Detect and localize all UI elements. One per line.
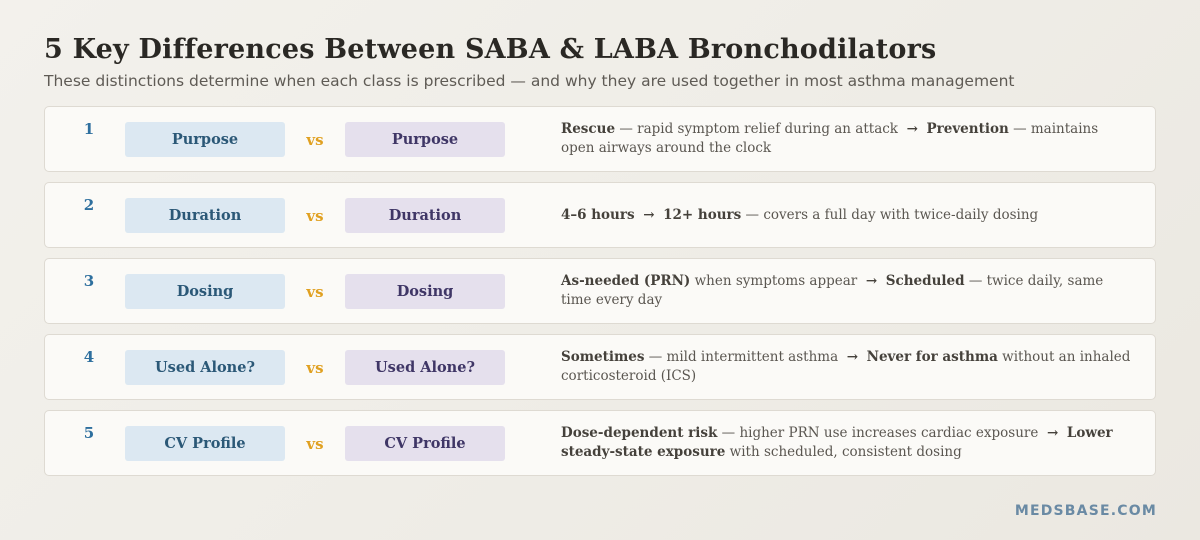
saba-detail: — rapid symptom relief during an attack [615,121,898,137]
laba-label: CV Profile [345,426,505,461]
row-description [561,107,1131,171]
comparison-row [44,410,1156,476]
saba-label: Purpose [125,122,285,157]
saba-label: CV Profile [125,426,285,461]
saba-label: Duration [125,198,285,233]
saba-label: Dosing [125,274,285,309]
laba-label: Used Alone? [345,350,505,385]
laba-point: Never for asthma [866,349,998,365]
saba-label: Used Alone? [125,350,285,385]
vs-label: vs [306,358,324,377]
saba-point: Rescue [561,121,616,137]
arrow-icon: → [865,273,878,289]
row-description [561,259,1131,323]
row-description [561,335,1131,399]
laba-label: Dosing [345,274,505,309]
laba-detail: — covers a full day with twice-daily dosing [741,206,1039,223]
vs-label: vs [306,434,324,453]
row-number: 2 [83,196,95,214]
comparison-row [44,182,1156,248]
saba-detail: when symptoms appear [690,273,858,289]
page-subtitle: These distinctions determine when each class is prescribed — and why they are used together in most asthma management [44,72,1015,90]
saba-detail: — higher PRN use increases cardiac exposure [717,425,1039,441]
page-title: 5 Key Differences Between SABA & LABA Bronchodilators [44,34,937,65]
laba-point: Prevention [926,121,1009,137]
row-description [561,411,1131,475]
saba-point: Dose-dependent risk [561,425,718,441]
vs-label: vs [306,130,324,149]
vs-label: vs [306,206,324,225]
laba-point: Scheduled [885,273,965,289]
laba-detail: with scheduled, consistent dosing [725,444,962,460]
saba-point: 4–6 hours [561,206,635,223]
comparison-row [44,106,1156,172]
comparison-row [44,258,1156,324]
row-number: 5 [83,424,95,442]
arrow-icon: → [906,121,918,137]
laba-detail: — twice daily, same time every day [561,273,1104,308]
laba-label: Duration [345,198,505,233]
arrow-icon: → [1046,425,1059,441]
laba-label: Purpose [345,122,505,157]
laba-point: 12+ hours [663,206,742,223]
arrow-icon: → [846,349,859,365]
saba-detail: — mild intermittent asthma [644,349,839,365]
row-description [561,183,1131,247]
arrow-icon: → [643,206,655,223]
comparison-row [44,334,1156,400]
row-number: 1 [83,120,95,138]
row-number: 3 [83,272,95,290]
laba-detail: without an inhaled corticosteroid (ICS) [561,349,1131,384]
saba-point: Sometimes [561,349,645,365]
laba-point: Lower steady-state exposure [561,425,1113,460]
laba-detail: — maintains open airways around the clock [561,121,1099,156]
comparison-list [44,106,1156,486]
vs-label: vs [306,282,324,301]
saba-point: As-needed (PRN) [561,273,691,289]
brand-watermark: MEDSBASE.COM [1014,503,1157,519]
row-number: 4 [83,348,95,366]
